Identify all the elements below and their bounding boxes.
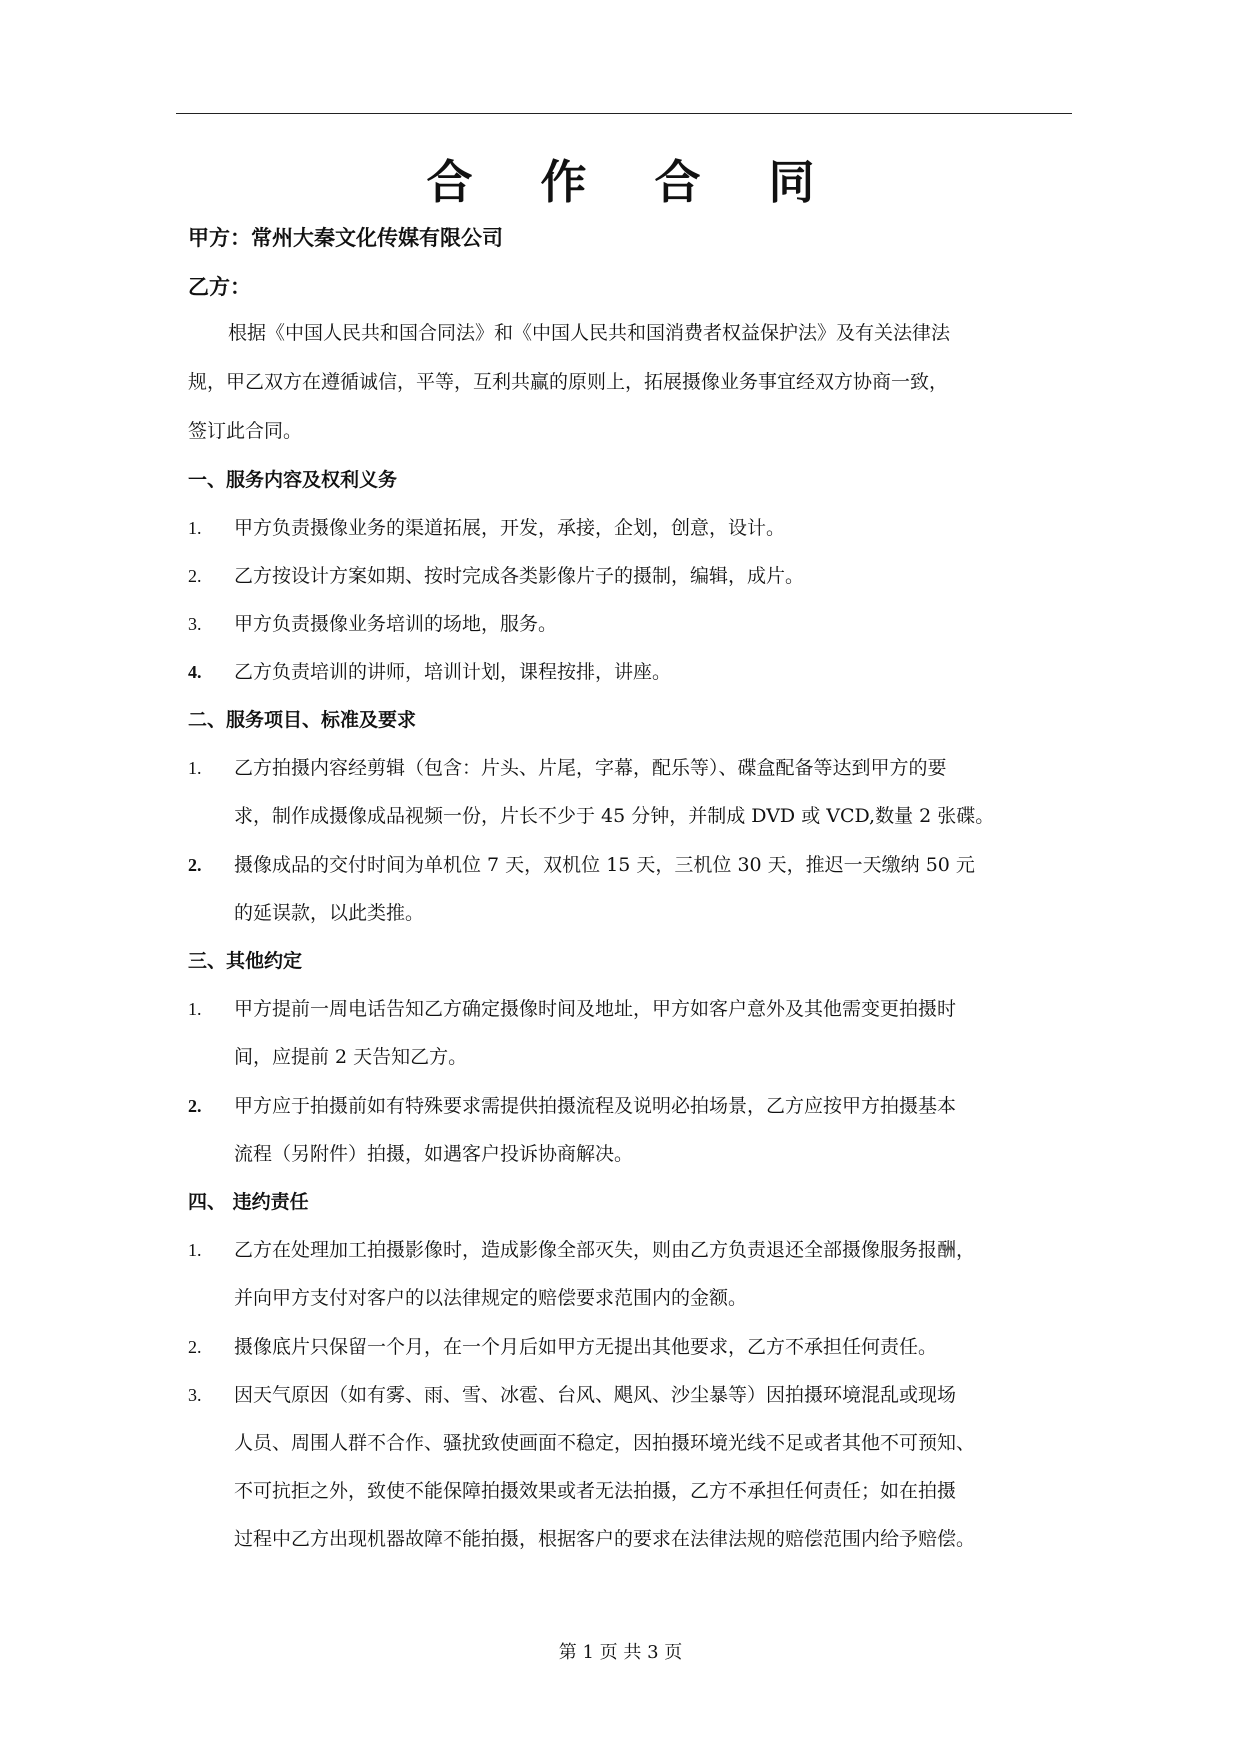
clause-text: 乙方拍摄内容经剪辑（包含：片头、片尾，字幕，配乐等）、碟盒配备等达到甲方的要 [234,757,947,779]
clause-text: 的延误款，以此类推。 [234,902,425,924]
header-rule [176,113,1072,114]
clause-number: 1. [188,999,202,1019]
clause-text: 甲方应于拍摄前如有特殊要求需提供拍摄流程及说明必拍场景，乙方应按甲方拍摄基本 [234,1095,957,1117]
clause-number: 2. [188,1096,202,1116]
clause-text: 甲方负责摄像业务培训的场地，服务。 [234,613,558,635]
clause-text: 因天气原因（如有雾、雨、雪、冰雹、台风、飓风、沙尘暴等）因拍摄环境混乱或现场 [234,1384,957,1406]
clause-text: 摄像底片只保留一个月，在一个月后如甲方无提出其他要求，乙方不承担任何责任。 [234,1336,938,1358]
clause-number: 1. [188,1240,202,1260]
clause-number: 3. [188,1385,202,1405]
clause-text: 并向甲方支付对客户的以法律规定的赔偿要求范围内的金额。 [234,1287,748,1309]
preamble-line: 规，甲乙双方在遵循诚信，平等，互利共赢的原则上，拓展摄像业务事宜经双方协商一致， [188,371,949,393]
page-number: 第 1 页 共 3 页 [558,1642,683,1663]
clause-number: 4. [188,662,202,682]
clause-number: 2. [188,566,202,586]
clause-text: 摄像成品的交付时间为单机位 7 天，双机位 15 天，三机位 30 天，推迟一天缴纳 50 元 [234,854,975,876]
clause-text: 人员、周围人群不合作、骚扰致使画面不稳定，因拍摄环境光线不足或者其他不可预知、 [234,1432,976,1454]
clause-text: 甲方负责摄像业务的渠道拓展，开发，承接，企划，创意，设计。 [234,517,786,539]
section-heading: 一、服务内容及权利义务 [188,469,398,491]
preamble-line: 根据《中国人民共和国合同法》和《中国人民共和国消费者权益保护法》及有关法律法 [228,322,951,344]
preamble-line: 签订此合同。 [188,420,303,442]
clause-text: 求，制作成摄像成品视频一份，片长不少于 45 分钟，并制成 DVD 或 VCD,数量 2 张碟。 [234,805,995,827]
clause-number: 3. [188,614,202,634]
clause-text: 甲方提前一周电话告知乙方确定摄像时间及地址，甲方如客户意外及其他需变更拍摄时 [234,998,957,1020]
clause-text: 乙方按设计方案如期、按时完成各类影像片子的摄制，编辑，成片。 [234,565,805,587]
clause-text: 乙方在处理加工拍摄影像时，造成影像全部灭失，则由乙方负责退还全部摄像服务报酬， [234,1239,976,1261]
section-heading: 三、其他约定 [188,950,303,972]
clause-text: 间，应提前 2 天告知乙方。 [234,1046,468,1068]
clause-text: 乙方负责培训的讲师，培训计划，课程按排，讲座。 [234,661,672,683]
preamble [188,318,1068,465]
party-b: 乙方： [188,275,251,299]
clause-text: 不可抗拒之外，致使不能保障拍摄效果或者无法拍摄，乙方不承担任何责任；如在拍摄 [234,1480,957,1502]
section-heading: 二、服务项目、标准及要求 [188,709,417,731]
clause-number: 1. [188,758,202,778]
clause-number: 2. [188,1337,202,1357]
clause-text: 流程（另附件）拍摄，如遇客户投诉协商解决。 [234,1143,634,1165]
section-heading: 四、 违约责任 [188,1191,309,1213]
party-a: 甲方：常州大秦文化传媒有限公司 [188,226,503,250]
document-title: 合 作 合 同 [426,155,841,209]
clause-number: 2. [188,855,202,875]
clause-text: 过程中乙方出现机器故障不能拍摄，根据客户的要求在法律法规的赔偿范围内给予赔偿。 [234,1528,976,1550]
clause-number: 1. [188,518,202,538]
